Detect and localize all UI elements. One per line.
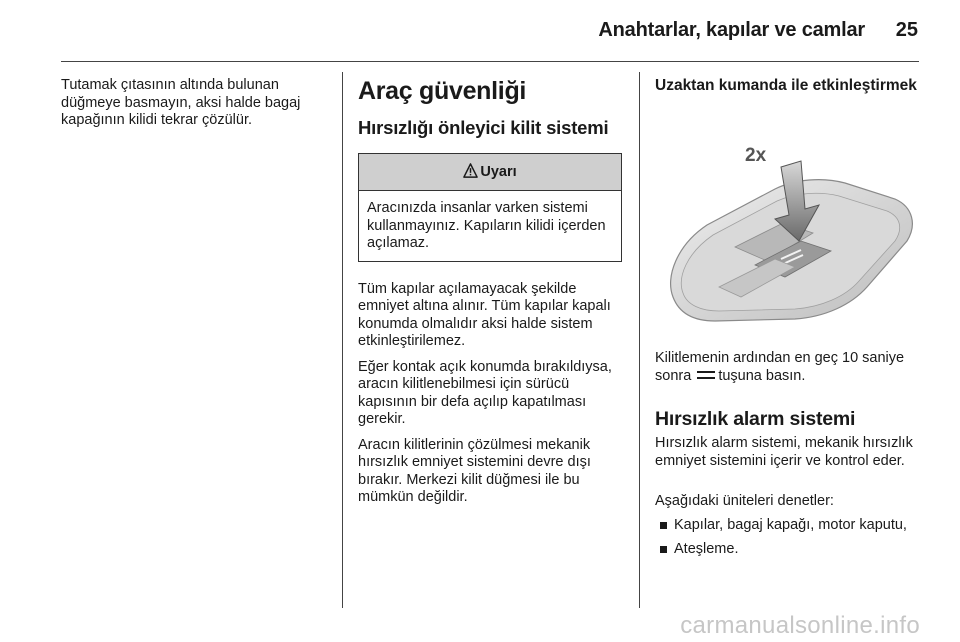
instruction-text [655,350,920,385]
monitored-units-list [660,517,920,564]
warning-box [358,153,622,262]
warning-triangle-icon [463,163,478,178]
paragraph: Eğer kontak açık konumda bırakıldıysa, aracın kilitlenebilmesi için sürücü kapısının bir defa açılıp kapatılması gerekir. [358,358,612,427]
paragraph: Aracın kilitlerinin çözülmesi mekanik hırsızlık emniyet sistemini devre dışı bırakır. Merkezi kilit düğmesi ile bu mümkün değildir. [358,436,591,505]
section-heading: Araç güvenliği [358,77,527,105]
warning-title: Uyarı [480,164,517,180]
warning-body: Aracınızda insanlar varken sistemi kullanmayınız. Kapıların kilidi içerden açılamaz. [367,200,606,251]
column-2 [358,77,622,507]
lock-button-icon [697,371,715,379]
paragraph: Tüm kapılar açılamayacak şekilde emniyet altına alınır. Tüm kapılar kapalı konumda olmalıdır aksi halde sistem etkinleştirilemez. [358,280,611,349]
chapter-title: Anahtarlar, kapılar ve camlar [598,19,865,41]
instruction-after: tuşuna basın. [718,367,806,384]
watermark: carmanualsonline.info [680,612,920,639]
remote-key-drawing [655,137,920,335]
instruction-before: Kilitlemenin ardından en geç 10 saniye sonra [655,350,905,384]
sub-heading: Hırsızlığı önleyici kilit sistemi [358,117,609,138]
list-item: Kapılar, bagaj kapağı, motor kaputu, [660,517,920,535]
column-3-heading-wrap [655,77,920,95]
remote-key-illustration [655,137,920,335]
list-item: Ateşleme. [660,541,920,559]
alarm-text: Hırsızlık alarm sistemi, mekanik hırsızlık emniyet sistemini içerir ve kontrol eder. [655,435,913,469]
monitors-text: Aşağıdaki üniteleri denetler: [655,493,834,509]
alarm-heading: Hırsızlık alarm sistemi [655,408,856,430]
remote-heading: Uzaktan kumanda ile etkinleştirmek [655,77,917,94]
column-divider-right [639,72,640,608]
column-1-text: Tutamak çıtasının altında bulunan düğmeye basmayın, aksi halde bagaj kapağının kilidi tekrar çözülür. [61,77,301,128]
page-number: 25 [895,19,918,41]
column-divider-left [342,72,343,608]
warning-header [359,154,621,191]
press-twice-label: 2x [745,145,767,166]
header-divider [61,61,919,62]
